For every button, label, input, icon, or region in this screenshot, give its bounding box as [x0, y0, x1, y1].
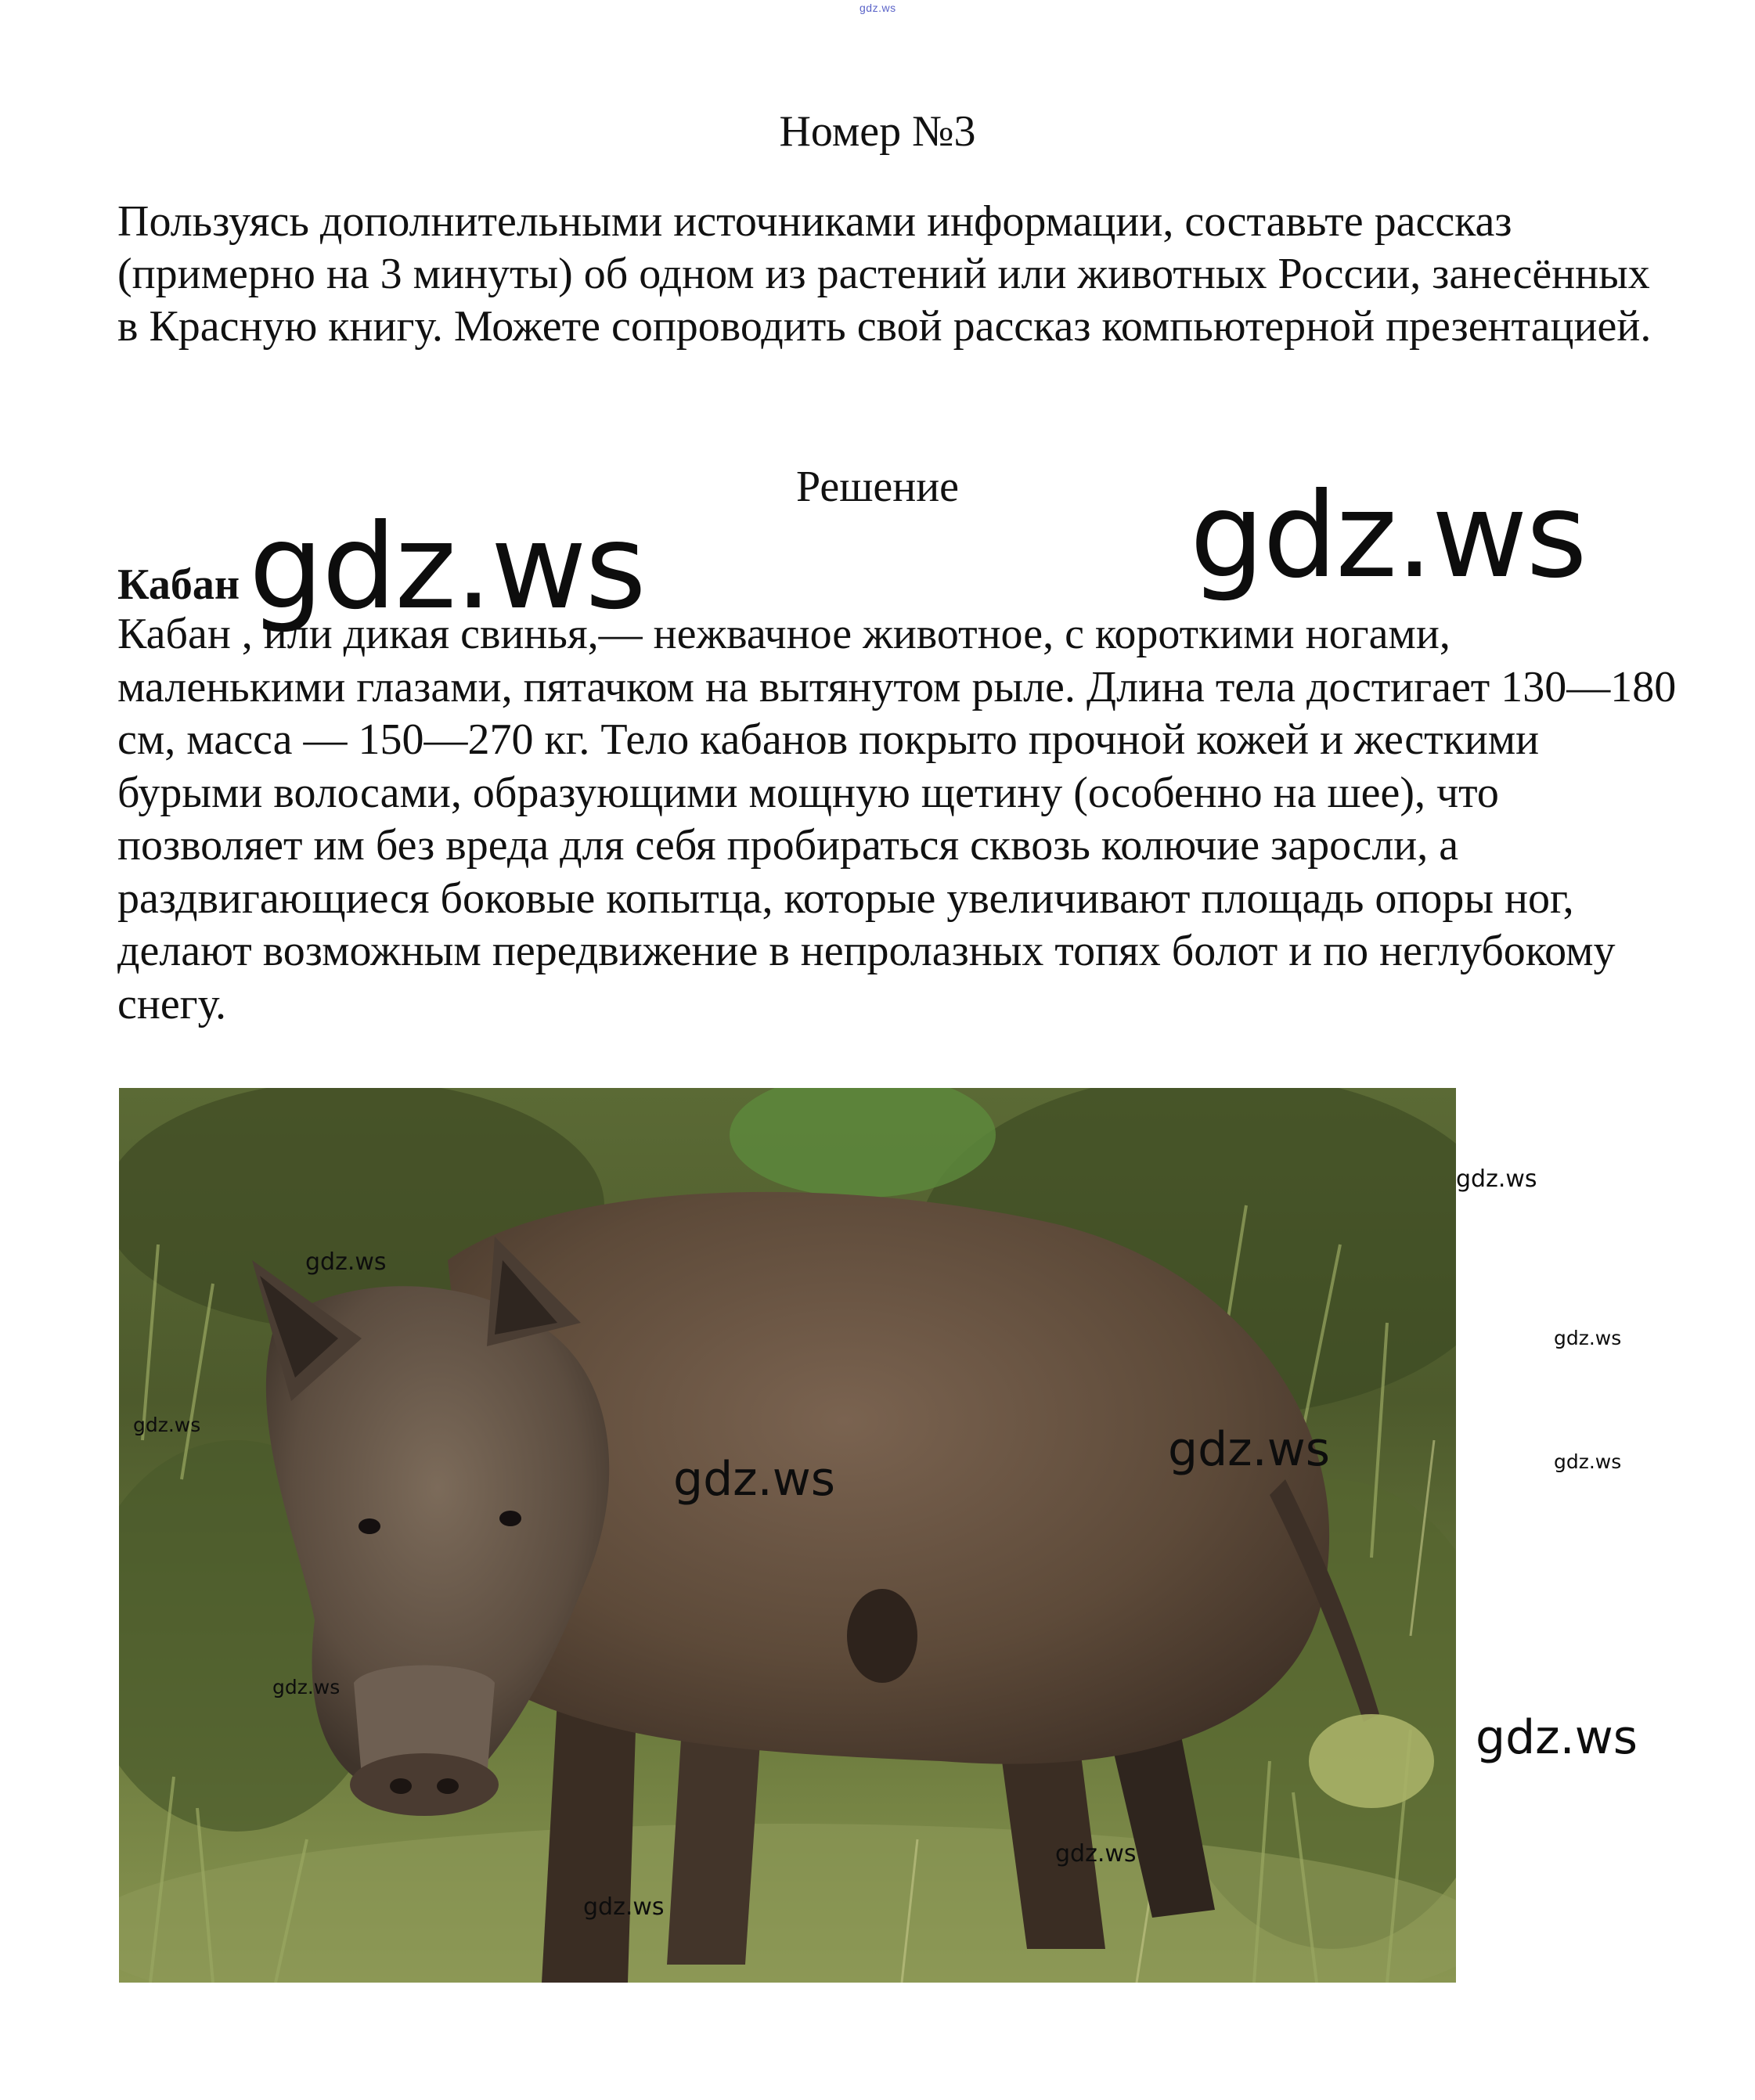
- watermark-side: gdz.ws: [1554, 1450, 1622, 1473]
- watermark-small: gdz.ws: [305, 1248, 387, 1276]
- watermark-large: gdz.ws: [1190, 468, 1586, 604]
- solution-body: Кабан , или дикая свинья,— нежвачное животное, с короткими ногами, маленькими глазами, пятачком на вытянутом рыле. Длина тела достигает 130—180 см, масса — 150—270 кг. Тело кабанов покрыто прочной кожей и жесткими бурыми волосами, образующими мощную щетину (особенно на шее), что позволяет им без вреда для себя пробираться сквозь колючие заросли, а раздвигающиеся боковые копытца, которые увеличивают площадь опоры ног, делают возможным передвижение в непролазных топях болот и по неглубокому снегу.: [117, 610, 1677, 1028]
- watermark-small: gdz.ws: [583, 1893, 665, 1921]
- page-title: Номер №3: [779, 107, 976, 156]
- watermark-medium: gdz.ws: [1168, 1422, 1331, 1477]
- boar-photo: [119, 1088, 1456, 1983]
- solution-label: Решение: [795, 463, 960, 511]
- section-heading: Кабан: [117, 560, 240, 609]
- watermark-small: gdz.ws: [133, 1414, 201, 1436]
- top-watermark: gdz.ws: [859, 2, 896, 14]
- watermark-large: gdz.ws: [249, 499, 645, 636]
- watermark-side: gdz.ws: [1554, 1327, 1622, 1349]
- watermark-small: gdz.ws: [272, 1676, 341, 1698]
- watermark-side: gdz.ws: [1476, 1710, 1638, 1765]
- task-text: Пользуясь дополнительными источниками информации, составьте рассказ (примерно на 3 минуты) об одном из растений или животных России, занесённых в Красную книгу. Можете сопроводить свой рассказ компьютерной презентацией.: [117, 197, 1652, 351]
- boar-illustration: [119, 1088, 1456, 1983]
- watermark-side: gdz.ws: [1456, 1165, 1537, 1193]
- watermark-medium: gdz.ws: [673, 1452, 836, 1507]
- watermark-small: gdz.ws: [1055, 1840, 1137, 1868]
